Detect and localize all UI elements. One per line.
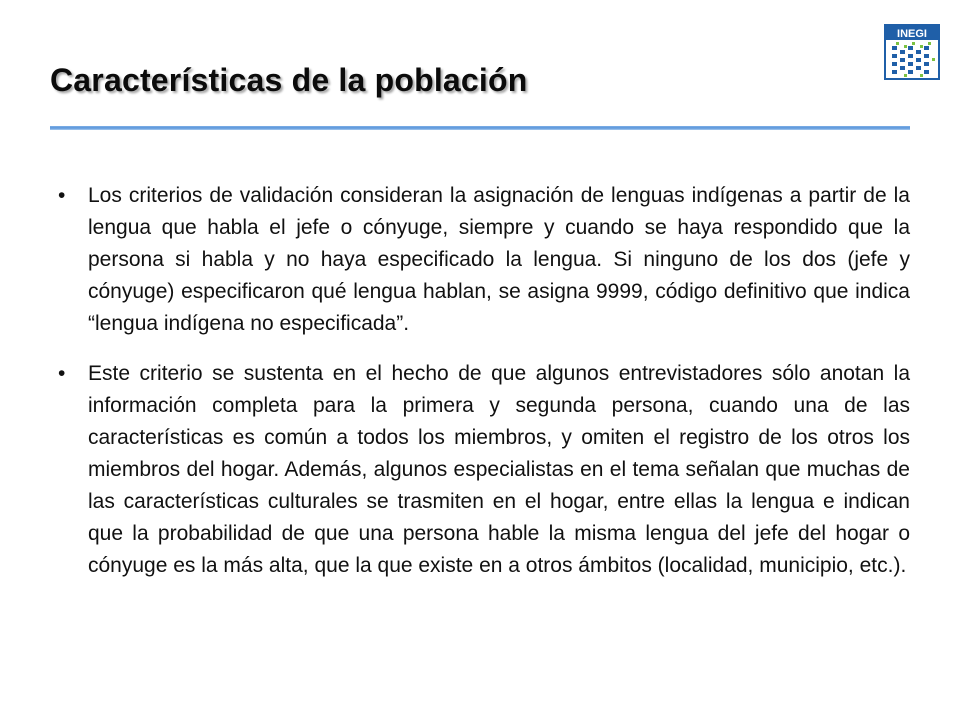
slide-title: Características de la población [50, 62, 528, 98]
slide-body [58, 180, 910, 600]
title-divider [50, 126, 910, 130]
inegi-logo [884, 24, 940, 80]
bullet-marker: • [58, 184, 66, 207]
bullet-text: Este criterio se sustenta en el hecho de que algunos entrevistadores sólo anotan la información completa para la primera y segunda persona, cuando una de las características es común a todos los miembros, y omiten el registro de los otros los miembros del hogar. Además, algunos especialistas en el tema señalan que muchas de las características culturales se trasmiten en el hogar, entre ellas la lengua e indican que la probabilidad de que una persona hable la misma lengua del jefe del hogar o cónyuge es la más alta, que la que existe en a otros ámbitos (localidad, municipio, etc.). [88, 362, 910, 577]
bullet-marker: • [58, 362, 66, 385]
bullet-item [58, 180, 910, 340]
bullet-item [58, 358, 910, 582]
logo-text: INEGI [897, 28, 927, 40]
bullet-text: Los criterios de validación consideran la asignación de lenguas indígenas a partir de la lengua que habla el jefe o cónyuge, siempre y cuando se haya respondido que la persona si habla y no haya especificado la lengua. Si ninguno de los dos (jefe y cónyuge) especificaron qué lengua hablan, se asigna 9999, código definitivo que indica “lengua indígena no especificada”. [88, 184, 910, 335]
